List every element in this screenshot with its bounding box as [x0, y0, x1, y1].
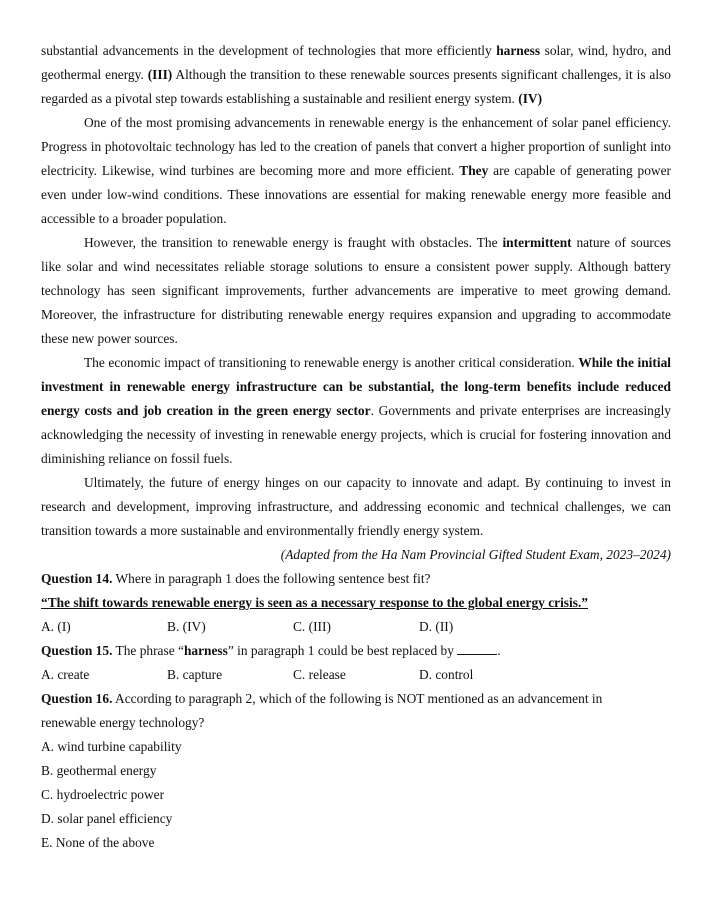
p3-text-b: nature of sources like solar and wind necessitates reliable storage solutions to ensure a consistent power supply. Although battery technology has seen significant improvements, further advancements are imperative to meet growing demand. Moreover, the infrastructure for distributing renewable energy requires expansion and upgrading to accommodate these new power sources. — [41, 235, 671, 346]
question-16 — [41, 687, 631, 735]
question-14-label: Question 14. — [41, 571, 113, 586]
exam-page — [41, 39, 671, 855]
passage-paragraph-4 — [41, 351, 671, 471]
passage-source: (Adapted from the Ha Nam Provincial Gifted Student Exam, 2023–2024) — [280, 547, 671, 562]
passage-paragraph-5: Ultimately, the future of energy hinges on our capacity to innovate and adapt. By continuing to invest in research and development, improving infrastructure, and addressing economic and technical challenges, we can transition towards a more sustainable and environmentally friendly energy system. — [41, 475, 671, 538]
p4-text-b: . Governments and private enterprises are increasingly acknowledging the necessity of investing in renewable energy projects, which is crucial for fostering innovation and diminishing reliance on fossil fuels. — [41, 403, 671, 466]
p1-text-b: solar, wind, hydro, and geothermal energy. — [41, 43, 671, 82]
option-a[interactable]: A. wind turbine capability — [41, 739, 182, 754]
question-14-options — [41, 615, 671, 639]
p4-text-a: The economic impact of transitioning to renewable energy is another critical consideration. — [84, 355, 579, 370]
keyword-they: They — [459, 163, 489, 178]
option-d[interactable]: D. (II) — [419, 619, 454, 634]
question-14-quote: “The shift towards renewable energy is seen as a necessary response to the global energy crisis.” — [41, 595, 588, 610]
option-b[interactable]: B. geothermal energy — [41, 763, 157, 778]
option-c[interactable]: C. release — [293, 667, 346, 682]
bold-sentence: While the initial investment in renewable energy infrastructure can be substantial, the long-term benefits include reduced energy costs and job creation in the green energy sector — [41, 355, 671, 418]
option-c[interactable]: C. hydroelectric power — [41, 787, 165, 802]
question-16-options — [41, 735, 671, 855]
question-15-label: Question 15. — [41, 643, 113, 658]
answer-blank — [457, 642, 497, 655]
p2-text-a: One of the most promising advancements in renewable energy is the enhancement of solar panel efficiency. Progress in photovoltaic technology has led to the creation of panels that convert a higher proportion of sunlight into electricity. Likewise, wind turbines are becoming more and more efficient. — [41, 115, 671, 178]
marker-iv: (IV) — [518, 91, 543, 106]
option-b[interactable]: B. (IV) — [167, 619, 206, 634]
question-14 — [41, 567, 671, 591]
passage-paragraph-1 — [41, 39, 671, 111]
p2-text-b: are capable of generating power even under low-wind conditions. These innovations are essential for making renewable energy more feasible and accessible to a broader population. — [41, 163, 671, 226]
keyword-harness: harness — [496, 43, 541, 58]
question-15-text-a: The phrase “ — [112, 643, 184, 658]
option-d[interactable]: D. control — [419, 667, 474, 682]
option-a[interactable]: A. create — [41, 667, 90, 682]
question-15-options — [41, 663, 671, 687]
p1-text-a: substantial advancements in the development of technologies that more efficiently — [41, 43, 497, 58]
question-14-text: Where in paragraph 1 does the following sentence best fit? — [112, 571, 431, 586]
p1-text-c: Although the transition to these renewable sources presents significant challenges, it is also regarded as a pivotal step towards establishing a sustainable and resilient energy system. — [41, 67, 671, 106]
option-b[interactable]: B. capture — [167, 667, 223, 682]
option-e[interactable]: E. None of the above — [41, 835, 155, 850]
passage-paragraph-3 — [41, 231, 671, 351]
option-a[interactable]: A. (I) — [41, 619, 71, 634]
question-15-keyword: harness — [183, 643, 228, 658]
question-15 — [41, 639, 671, 663]
p3-text-a: However, the transition to renewable energy is fraught with obstacles. The — [84, 235, 503, 250]
marker-iii: (III) — [147, 67, 173, 82]
question-16-text: According to paragraph 2, which of the following is NOT mentioned as an advancement in renewable energy technology? — [41, 691, 603, 730]
option-d[interactable]: D. solar panel efficiency — [41, 811, 173, 826]
keyword-intermittent: intermittent — [502, 235, 572, 250]
question-15-period: . — [497, 643, 501, 658]
passage-paragraph-2 — [41, 111, 671, 231]
question-15-text-b: ” in paragraph 1 could be best replaced by — [227, 643, 458, 658]
option-c[interactable]: C. (III) — [293, 619, 331, 634]
question-16-label: Question 16. — [41, 691, 113, 706]
